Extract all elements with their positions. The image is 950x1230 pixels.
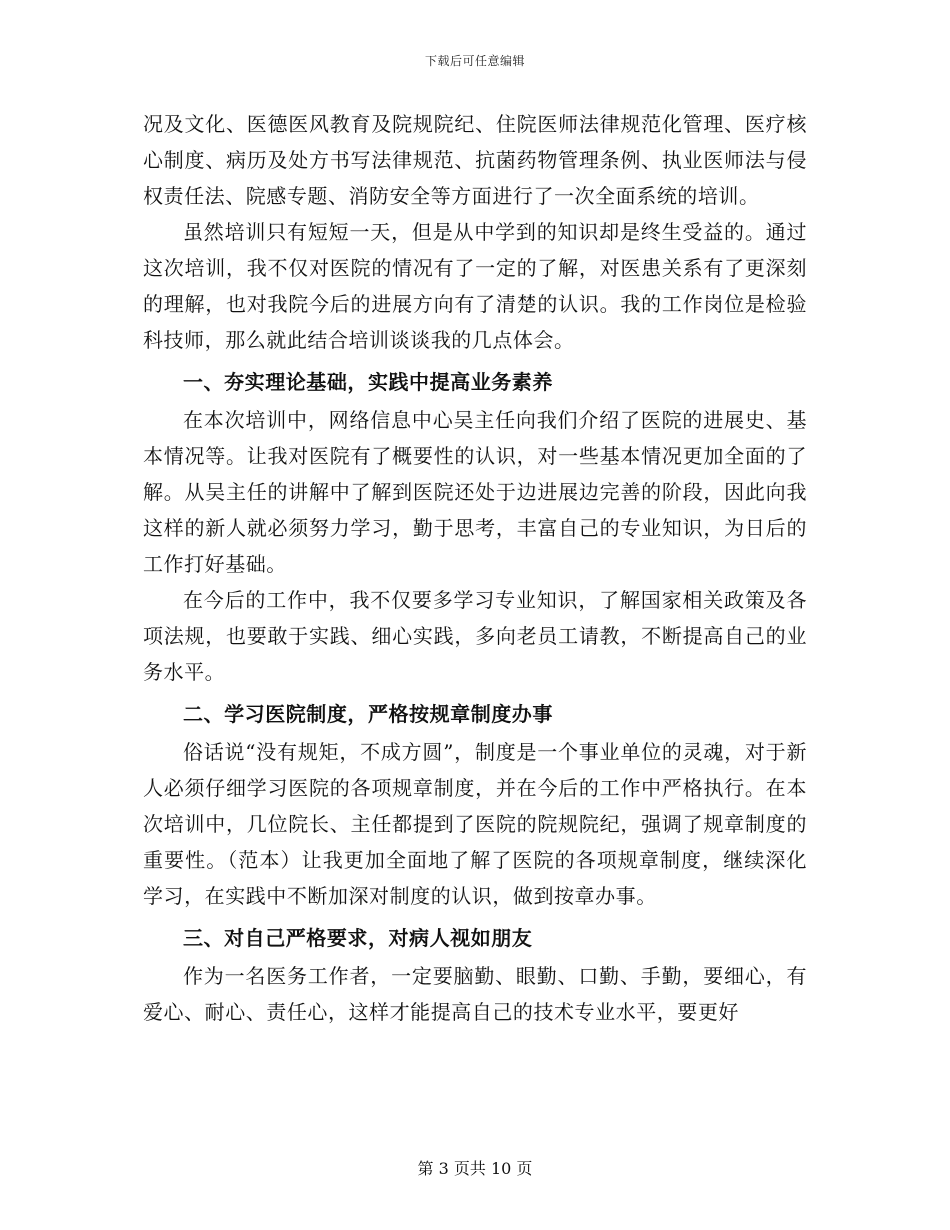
page-header: 下载后可任意编辑 [424,54,525,68]
paragraph-1: 况及文化、医德医风教育及院规院纪、住院医师法律规范化管理、医疗核心制度、病历及处方书写法律规范、抗菌药物管理条例、执业医师法与侵权责任法、院感专题、消防安全等方面进行了一次全面系统的培训。 [143,112,807,208]
page-footer: 第 3 页共 10 页 [417,1159,533,1178]
paragraph-2: 虽然培训只有短短一天，但是从中学到的知识却是终生受益的。通过这次培训，我不仅对医院的情况有了一定的了解，对医患关系有了更深刻的理解，也对我院今后的进展方向有了清楚的认识。我的工作岗位是检验科技师，那么就此结合培训谈谈我的几点体会。 [143,220,807,352]
paragraph-4: 在今后的工作中，我不仅要多学习专业知识，了解国家相关政策及各项法规，也要敢于实践、细心实践，多向老员工请教，不断提高自己的业务水平。 [143,588,807,684]
paragraph-3: 在本次培训中，网络信息中心吴主任向我们介绍了医院的进展史、基本情况等。让我对医院有了概要性的认识，对一些基本情况更加全面的了解。从吴主任的讲解中了解到医院还处于边进展边完善的阶段，因此向我这样的新人就必须努力学习，勤于思考，丰富自己的专业知识，为日后的工作打好基础。 [143,408,807,576]
section-heading-2: 二、学习医院制度，严格按规章制度办事 [183,702,553,726]
document-body [143,106,807,1030]
section-heading-1: 一、夯实理论基础，实践中提高业务素养 [183,370,553,394]
paragraph-5: 俗话说“没有规矩，不成方圆”，制度是一个事业单位的灵魂，对于新人必须仔细学习医院的各项规章制度，并在今后的工作中严格执行。在本次培训中，几位院长、主任都提到了医院的院规院纪，强调了规章制度的重要性。（范本）让我更加全面地了解了医院的各项规章制度，继续深化学习，在实践中不断加深对制度的认识，做到按章办事。 [143,740,807,908]
section-heading-3: 三、对自己严格要求，对病人视如朋友 [183,926,533,950]
paragraph-6: 作为一名医务工作者，一定要脑勤、眼勤、口勤、手勤，要细心，有爱心、耐心、责任心，这样才能提高自己的技术专业水平，要更好 [143,964,807,1024]
